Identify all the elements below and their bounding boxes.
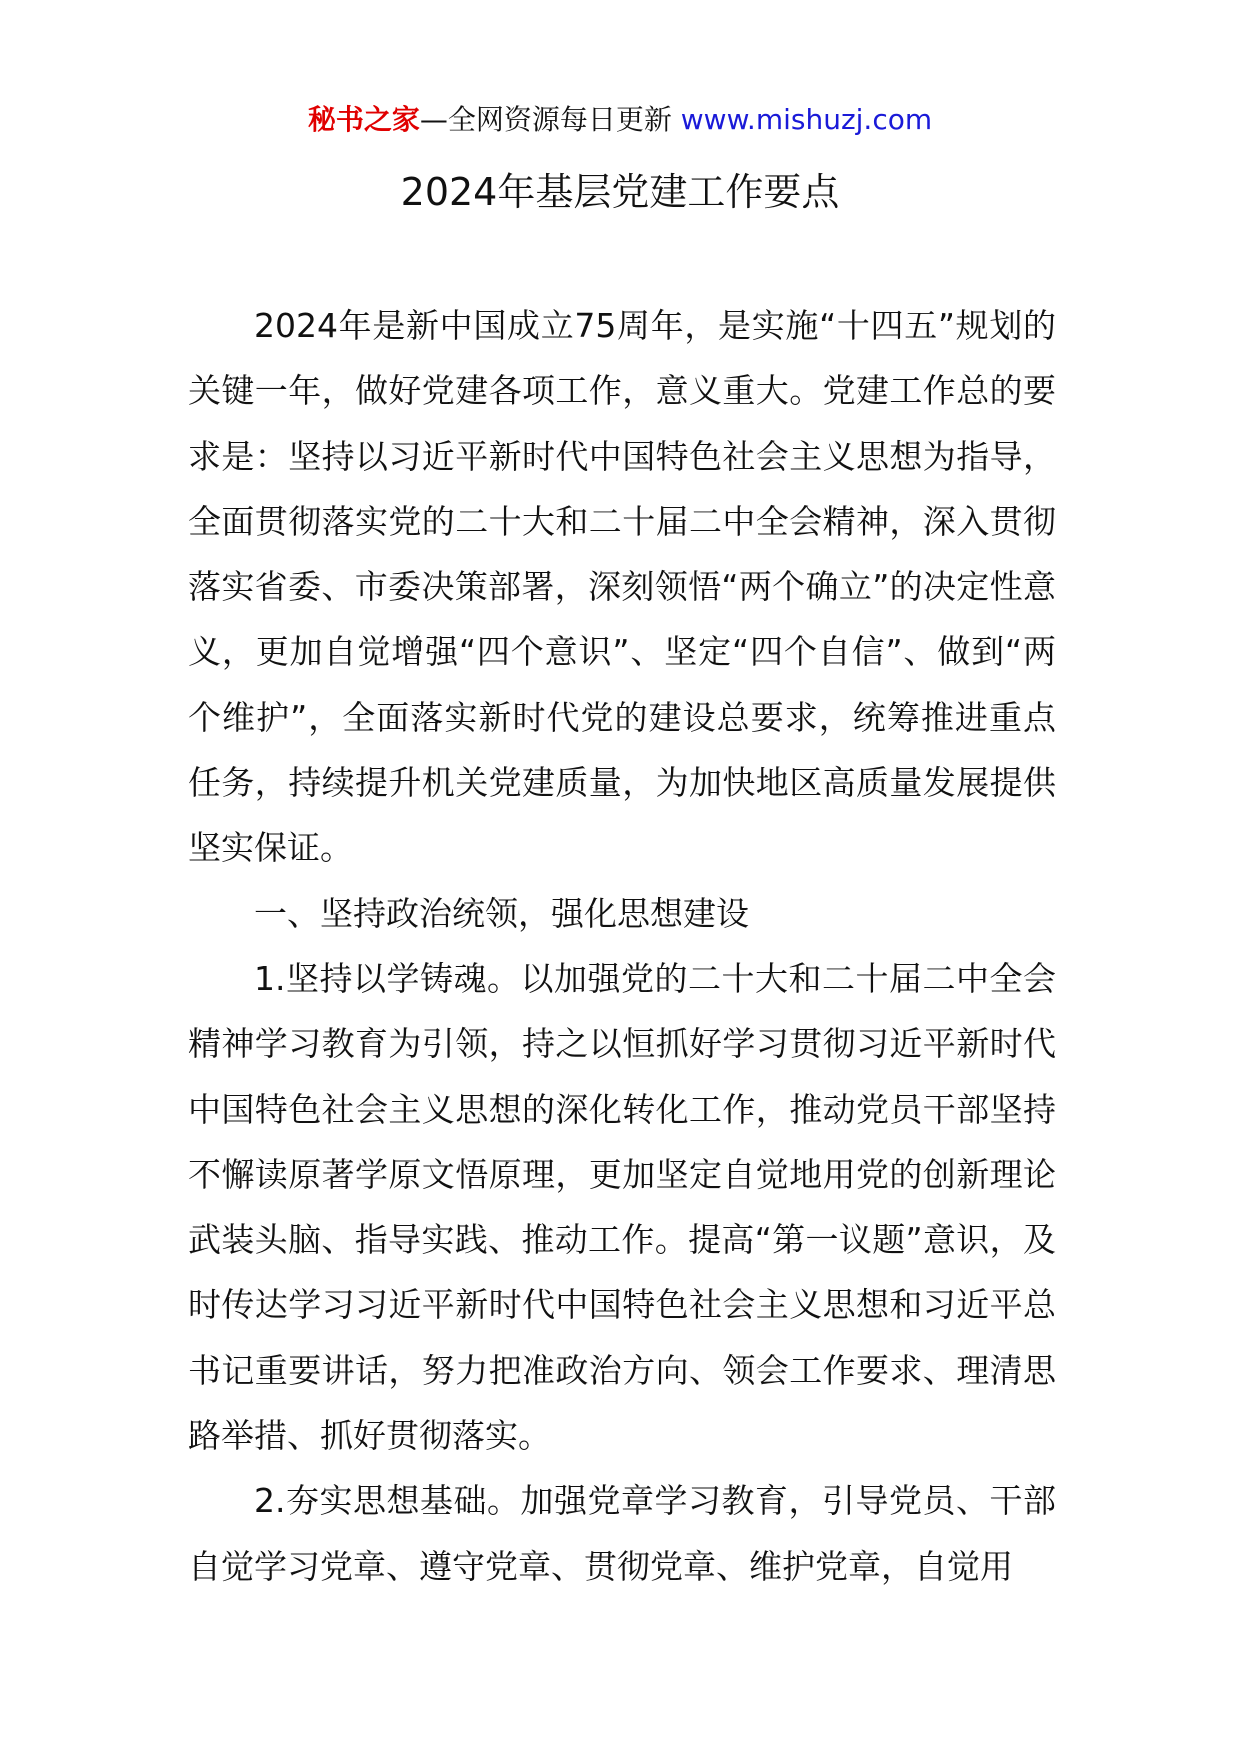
document-body [188, 293, 1056, 1599]
item-paragraph-1: 1.坚持以学铸魂。以加强党的二十大和二十届二中全会精神学习教育为引领，持之以恒抓好学习贯彻习近平新时代中国特色社会主义思想的深化转化工作，推动党员干部坚持不懈读原著学原文悟原理，更加坚定自觉地用党的创新理论武装头脑、指导实践、推动工作。提高“第一议题”意识，及时传达学习习近平新时代中国特色社会主义思想和习近平总书记重要讲话，努力把准政治方向、领会工作要求、理清思路举措、抓好贯彻落实。 [188, 958, 1056, 1456]
item-paragraph-2: 2.夯实思想基础。加强党章学习教育，引导党员、干部自觉学习党章、遵守党章、贯彻党章、维护党章，自觉用 [188, 1481, 1056, 1586]
intro-paragraph: 2024年是新中国成立75周年，是实施“十四五”规划的关键一年，做好党建各项工作，意义重大。党建工作总的要求是：坚持以习近平新时代中国特色社会主义思想为指导，全面贯彻落实党的二十大和二十届二中全会精神，深入贯彻落实省委、市委决策部署，深刻领悟“两个确立”的决定性意义，更加自觉增强“四个意识”、坚定“四个自信”、做到“两个维护”，全面落实新时代党的建设总要求，统筹推进重点任务，持续提升机关党建质量，为加快地区高质量发展提供坚实保证。 [188, 306, 1056, 868]
site-header-banner [0, 100, 1240, 140]
site-brand: 秘书之家 [307, 103, 420, 136]
site-url-link[interactable]: www.mishuzj.com [680, 103, 933, 136]
document-title: 2024年基层党建工作要点 [400, 170, 840, 214]
section-heading-1: 一、坚持政治统领，强化思想建设 [254, 893, 749, 933]
site-tagline: —全网资源每日更新 [419, 103, 681, 136]
